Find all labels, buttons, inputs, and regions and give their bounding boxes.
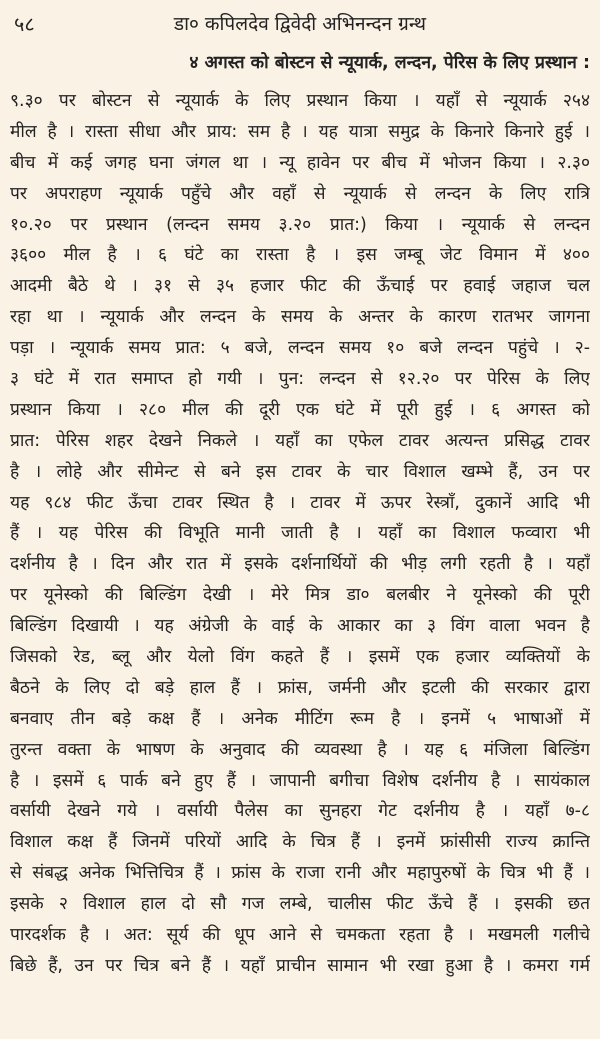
body-line: पारदर्शक है । अत: सूर्य की धूप आने से चमकता रहता है । मखमली गलीचे: [10, 925, 590, 946]
body-line: हैं । यह पेरिस की विभूति मानी जाती है । यहाँ का विशाल फव्वारा भी: [10, 523, 590, 544]
body-line: १०.२० पर प्रस्थान (लन्दन समय ३.२० प्रात:) किया । न्यूयार्क से लन्दन: [10, 214, 590, 235]
section-heading: ४ अगस्त को बोस्टन से न्यूयार्क, लन्दन, पेरिस के लिए प्रस्थान :: [189, 53, 590, 73]
body-line: बैठने के लिए दो बड़े हाल हैं । फ्रांस, जर्मनी और इटली की सरकार द्वारा: [10, 677, 590, 698]
body-line: बनवाए तीन बड़े कक्ष हैं । अनेक मीटिंग रूम है । इनमें ५ भाषाओं में: [10, 708, 590, 729]
body-line: विशाल कक्ष हैं जिनमें परियों आदि के चित्र हैं । इनमें फ्रांसीसी राज्य क्रान्ति: [10, 832, 590, 853]
body-line: बीच में कई जगह घना जंगल था । न्यू हावेन पर बीच में भोजन किया । २.३०: [10, 152, 590, 173]
body-line: जिसको रेड, ब्लू और येलो विंग कहते हैं । इसमें एक हजार व्यक्तियों के: [10, 647, 590, 668]
body-line: है । लोहे और सीमेन्ट से बने इस टावर के चार विशाल खम्भे हैं, उन पर: [10, 461, 590, 482]
body-text: [10, 86, 590, 982]
body-line: बिछे हैं, उन पर चित्र बने हैं । यहाँ प्राचीन सामान भी रखा हुआ है । कमरा गर्म: [10, 955, 590, 976]
body-line: मील है । रास्ता सीधा और प्राय: सम है । यह यात्रा समुद्र के किनारे किनारे हुई ।: [10, 121, 590, 142]
body-line: बिल्डिंग दिखायी । यह अंग्रेजी के वाई के आकार का ३ विंग वाला भवन है: [10, 616, 590, 637]
body-line: प्रात: पेरिस शहर देखने निकले । यहाँ का एफेल टावर अत्यन्त प्रसिद्ध टावर: [10, 430, 590, 451]
body-line: ३ घंटे में रात समाप्त हो गयी । पुन: लन्दन से १२.२० पर पेरिस के लिए: [10, 369, 590, 390]
body-line: ९.३० पर बोस्टन से न्यूयार्क के लिए प्रस्थान किया । यहाँ से न्यूयार्क २५४: [10, 91, 590, 111]
body-line: दर्शनीय है । दिन और रात में इसके दर्शनार्थियों की भीड़ लगी रहती है । यहाँ: [10, 554, 590, 575]
body-line: आदमी बैठे थे । ३१ से ३५ हजार फीट की ऊँचाई पर हवाई जहाज चल: [10, 276, 590, 297]
body-line: प्रस्थान किया । २८० मील की दूरी एक घंटे में पूरी हुई । ६ अगस्त को: [10, 399, 590, 420]
body-line: पर अपराहण न्यूयार्क पहुँचे और वहाँ से न्यूयार्क से लन्दन के लिए रात्रि: [10, 183, 590, 204]
body-line: से संबद्ध अनेक भित्तिचित्र हैं । फ्रांस के राजा रानी और महापुरुषों के चित्र भी हैं ।: [10, 863, 590, 884]
body-line: यह ९८४ फीट ऊँचा टावर स्थित है । टावर में ऊपर रेस्त्राँ, दुकानें आदि भी: [10, 492, 590, 513]
body-line: इसके २ विशाल हाल दो सौ गज लम्बे, चालीस फीट ऊँचे हैं । इसकी छत: [10, 894, 590, 915]
body-line: पर यूनेस्को की बिल्डिंग देखी । मेरे मित्र डा० बलबीर ने यूनेस्को की पूरी: [10, 585, 590, 606]
body-line: वर्सायी देखने गये । वर्सायी पैलेस का सुनहरा गेट दर्शनीय है । यहाँ ७-८: [10, 801, 590, 822]
body-line: ३६०० मील है । ६ घंटे का रास्ता है । इस जम्बू जेट विमान में ४००: [10, 245, 590, 266]
body-line: तुरन्त वक्ता के भाषण के अनुवाद की व्यवस्था है । यह ६ मंजिला बिल्डिंग: [10, 739, 590, 760]
running-title: डा० कपिलदेव द्विवेदी अभिनन्दन ग्रन्थ: [173, 13, 427, 35]
body-line: है । इसमें ६ पार्क बने हुए हैं । जापानी बगीचा विशेष दर्शनीय है । सायंकाल: [10, 770, 590, 791]
body-line: पड़ा । न्यूयार्क समय प्रात: ५ बजे, लन्दन समय १० बजे लन्दन पहुंचे । २-: [10, 338, 590, 359]
body-line: रहा था । न्यूयार्क और लन्दन के समय के अन्तर के कारण रातभर जागना: [10, 307, 590, 328]
page-header: [14, 6, 586, 40]
page-number: ५८: [14, 11, 35, 36]
